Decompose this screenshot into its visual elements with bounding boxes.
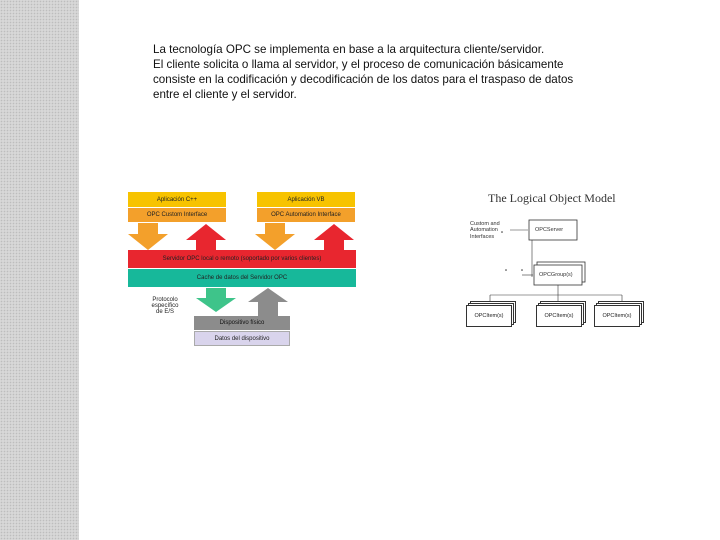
model-title: The Logical Object Model [488, 191, 616, 205]
intro-line: El cliente solicita o llama al servidor, y el proceso de comunicación básicamente [153, 58, 564, 71]
item-stack [536, 301, 582, 325]
intro-line: La tecnología OPC se implementa en base a la arquitectura cliente/servidor. [153, 43, 545, 56]
device-data-box: Datos del dispositivo [194, 331, 290, 346]
interfaces-label: Custom and Automation Interfaces [470, 221, 500, 240]
automation-interface-box: OPC Automation Interface [257, 208, 355, 222]
group-label: OPCGroup(s) [539, 272, 573, 278]
decorative-side-strip [0, 0, 79, 540]
item-stack [466, 301, 512, 325]
down-arrow-green [196, 288, 236, 312]
server-label: OPCServer [535, 227, 564, 233]
logical-object-model-diagram [462, 185, 662, 345]
intro-line: entre el cliente y el servidor. [153, 88, 297, 101]
item-stack [594, 301, 640, 325]
item-label: OPCItem(s) [536, 305, 582, 327]
server-bar: Servidor OPC local o remoto (soportado por varios clientes) [128, 250, 356, 268]
down-arrow-right [255, 223, 295, 250]
app-vb-box: Aplicación VB [257, 192, 355, 207]
cache-bar: Cache de datos del Servidor OPC [128, 269, 356, 287]
up-arrow-right [314, 224, 354, 250]
protocol-label: Protocolo específico de E/S [151, 297, 179, 315]
app-cpp-box: Aplicación C++ [128, 192, 226, 207]
up-arrow-gray [248, 288, 288, 316]
up-arrow-left [186, 224, 226, 250]
intro-paragraph [153, 42, 623, 102]
down-arrow-left [128, 223, 168, 250]
intro-line: consiste en la codificación y decodificación de los datos para el traspaso de datos [153, 73, 574, 86]
item-label: OPCItem(s) [466, 305, 512, 327]
opc-architecture-diagram [128, 190, 358, 350]
custom-interface-box: OPC Custom Interface [128, 208, 226, 222]
physical-device-box: Dispositivo físico [194, 316, 290, 330]
item-label: OPCItem(s) [594, 305, 640, 327]
